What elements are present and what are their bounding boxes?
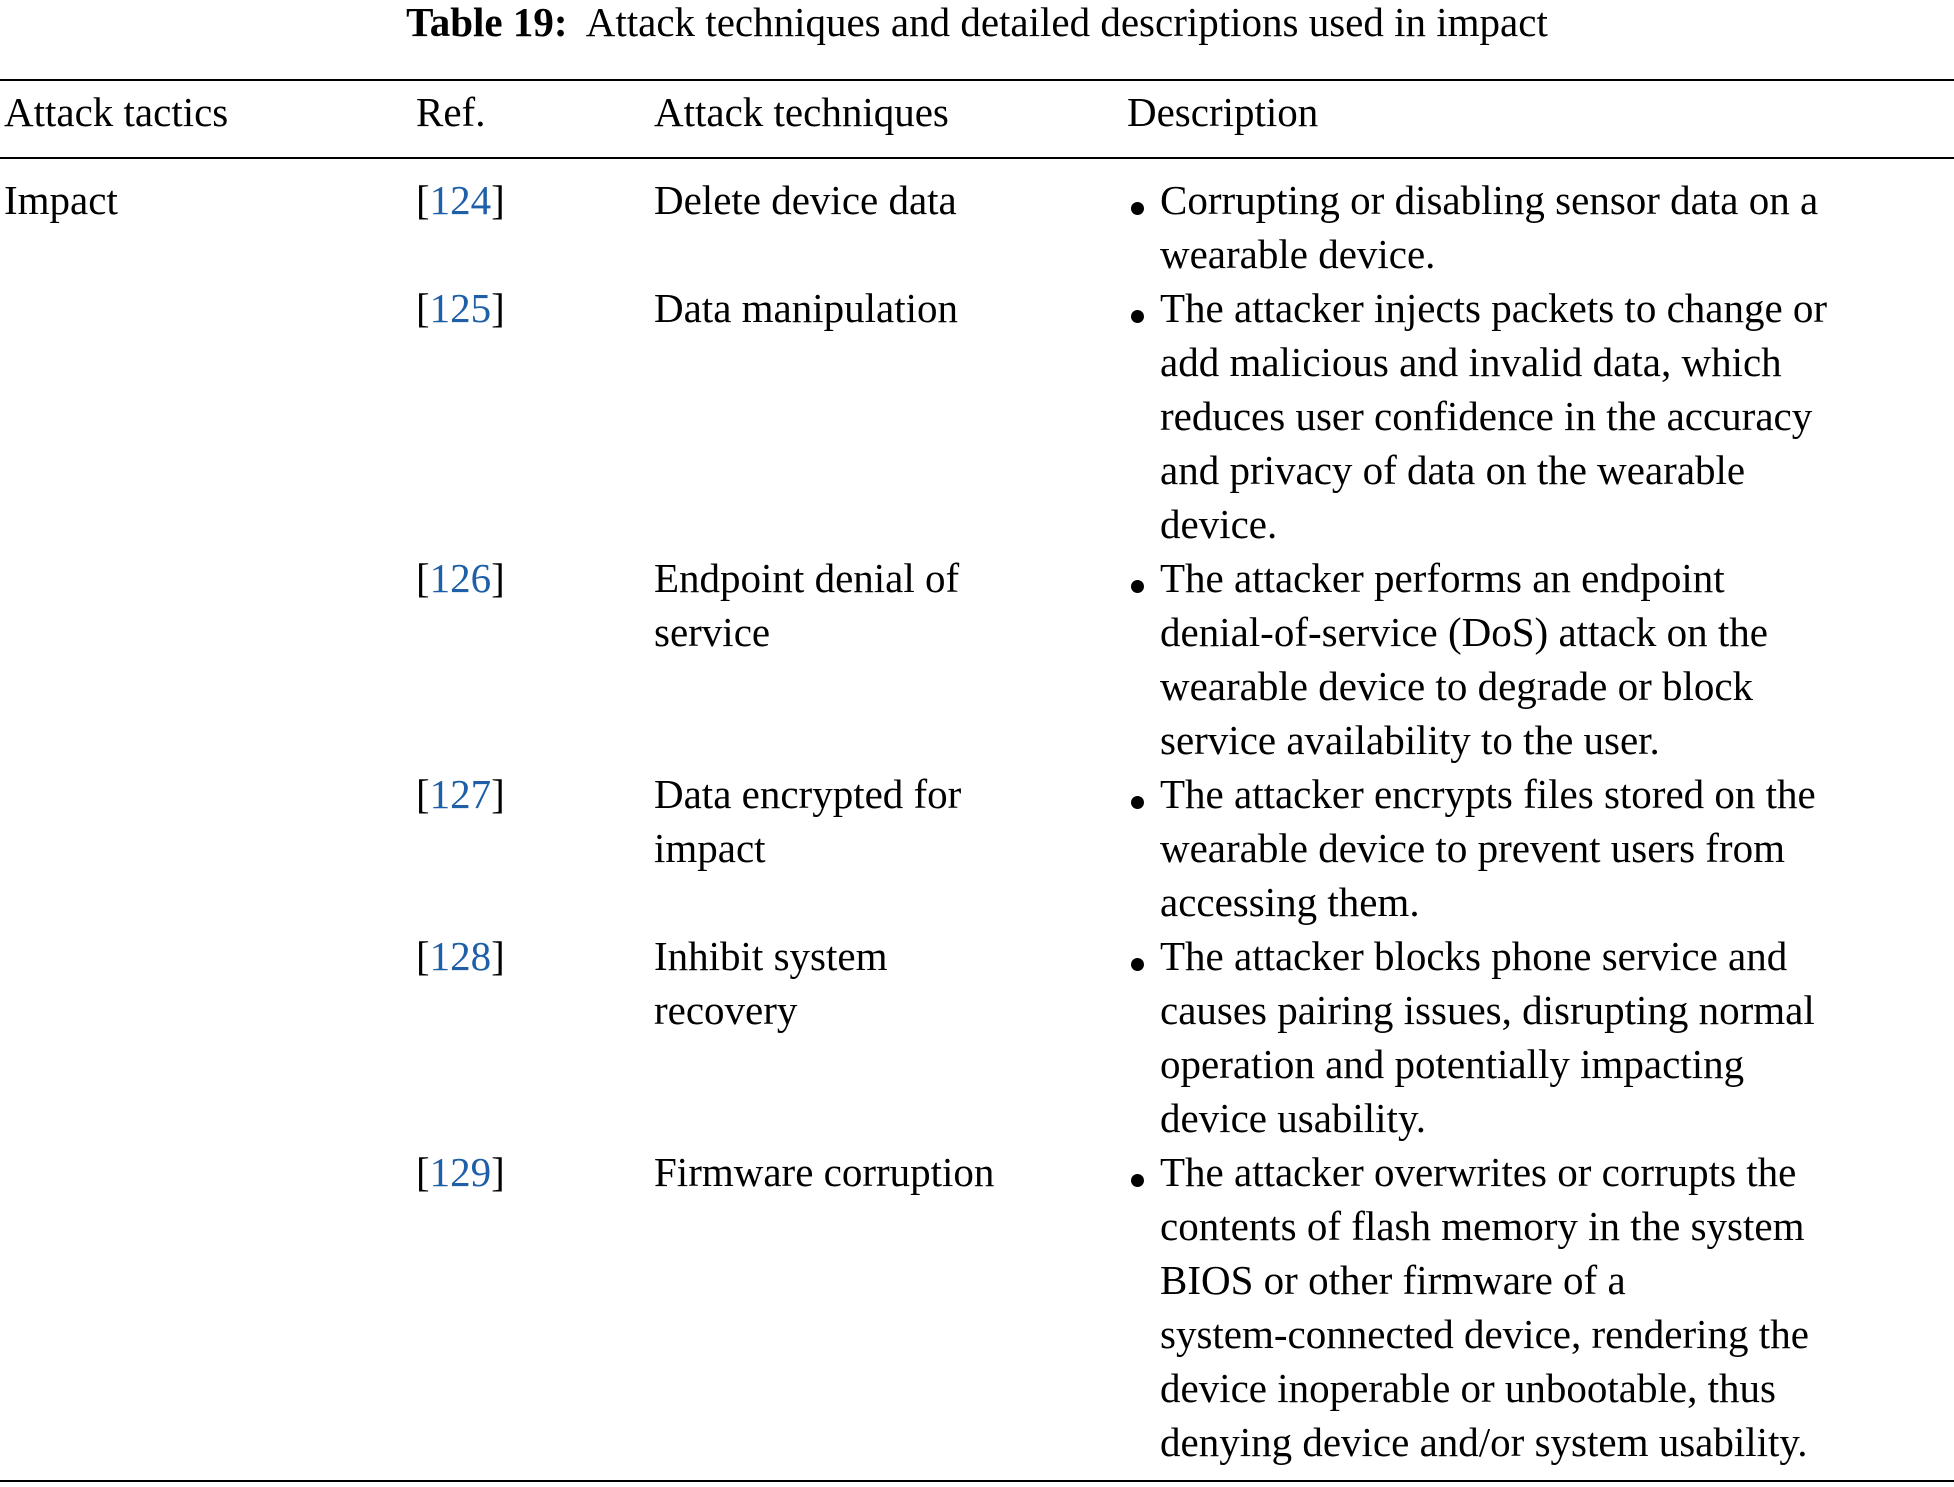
bullet-icon [1131, 1174, 1144, 1187]
ref-bracket-close: ] [491, 555, 505, 601]
header-attack-techniques: Attack techniques [654, 89, 949, 135]
description-line: wearable device to prevent users from [1160, 825, 1785, 871]
ref-bracket-open: [ [416, 177, 430, 223]
ref-number[interactable]: 125 [429, 285, 492, 331]
description-line: denial-of-service (DoS) attack on the [1160, 609, 1768, 655]
description-line: wearable device. [1160, 231, 1436, 277]
bullet-icon [1131, 580, 1144, 593]
technique-line: Delete device data [654, 177, 957, 223]
ref-bracket-open: [ [416, 771, 430, 817]
description-line: The attacker performs an endpoint [1160, 555, 1725, 601]
description-line: device. [1160, 501, 1278, 547]
table-caption-label: Table 19: [406, 0, 568, 45]
ref-number[interactable]: 129 [429, 1149, 492, 1195]
ref-bracket-open: [ [416, 555, 430, 601]
table-top-rule [0, 79, 1954, 81]
bullet-icon [1131, 310, 1144, 323]
header-ref: Ref. [416, 89, 486, 135]
table-bottom-rule [0, 1480, 1954, 1482]
description-line: and privacy of data on the wearable [1160, 447, 1746, 493]
ref-bracket-close: ] [491, 177, 505, 223]
description-line: operation and potentially impacting [1160, 1041, 1745, 1087]
description-line: Corrupting or disabling sensor data on a [1160, 177, 1819, 223]
ref-link-129[interactable] [416, 1145, 505, 1199]
table-caption-text: Attack techniques and detailed descriptions used in impact [585, 0, 1548, 45]
bullet-icon [1131, 958, 1144, 971]
ref-link-125[interactable] [416, 281, 505, 335]
table-header-rule [0, 157, 1954, 159]
technique-line: Firmware corruption [654, 1149, 995, 1195]
technique-line: Inhibit system [654, 933, 888, 979]
ref-link-126[interactable] [416, 551, 505, 605]
description-line: system-connected device, rendering the [1160, 1311, 1809, 1357]
header-description: Description [1127, 89, 1319, 135]
bullet-icon [1131, 796, 1144, 809]
header-attack-tactics: Attack tactics [4, 89, 229, 135]
ref-bracket-close: ] [491, 285, 505, 331]
description-line: service availability to the user. [1160, 717, 1660, 763]
description-line: contents of flash memory in the system [1160, 1203, 1805, 1249]
technique-line: Endpoint denial of [654, 555, 960, 601]
ref-link-127[interactable] [416, 767, 505, 821]
technique-line: Data encrypted for [654, 771, 962, 817]
bullet-icon [1131, 202, 1144, 215]
tactic-impact: Impact [4, 177, 118, 223]
table-caption [0, 0, 1954, 48]
ref-number[interactable]: 128 [429, 933, 492, 979]
description-line: The attacker overwrites or corrupts the [1160, 1149, 1797, 1195]
ref-number[interactable]: 126 [429, 555, 492, 601]
ref-bracket-open: [ [416, 1149, 430, 1195]
description-line: The attacker encrypts files stored on the [1160, 771, 1816, 817]
ref-bracket-open: [ [416, 933, 430, 979]
ref-bracket-close: ] [491, 771, 505, 817]
description-line: device usability. [1160, 1095, 1427, 1141]
description-line: device inoperable or unbootable, thus [1160, 1365, 1776, 1411]
technique-line: service [654, 609, 771, 655]
ref-number[interactable]: 127 [429, 771, 492, 817]
description-line: add malicious and invalid data, which [1160, 339, 1782, 385]
description-line: denying device and/or system usability. [1160, 1419, 1808, 1465]
description-line: The attacker blocks phone service and [1160, 933, 1788, 979]
ref-number[interactable]: 124 [429, 177, 492, 223]
ref-link-124[interactable] [416, 173, 505, 227]
description-line: accessing them. [1160, 879, 1420, 925]
technique-line: impact [654, 825, 766, 871]
ref-link-128[interactable] [416, 929, 505, 983]
description-line: reduces user confidence in the accuracy [1160, 393, 1813, 439]
description-line: The attacker injects packets to change or [1160, 285, 1828, 331]
ref-bracket-open: [ [416, 285, 430, 331]
technique-line: recovery [654, 987, 798, 1033]
ref-bracket-close: ] [491, 933, 505, 979]
ref-bracket-close: ] [491, 1149, 505, 1195]
description-line: wearable device to degrade or block [1160, 663, 1754, 709]
technique-line: Data manipulation [654, 285, 958, 331]
description-line: BIOS or other firmware of a [1160, 1257, 1626, 1303]
description-line: causes pairing issues, disrupting normal [1160, 987, 1815, 1033]
